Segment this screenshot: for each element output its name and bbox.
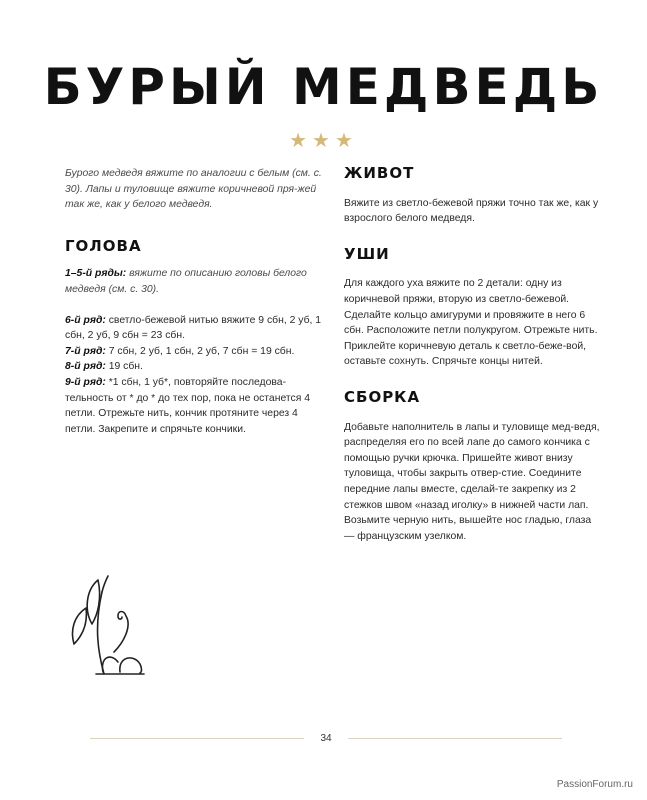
right-column [344, 166, 602, 544]
row-text: светло-бежевой нитью вяжите 9 сбн, 2 уб, 1 сбн, 2 уб, 9 сбн = 23 сбн. [65, 314, 322, 342]
row-text: 19 сбн. [105, 361, 143, 373]
row-7 [65, 344, 327, 360]
ears-text-2: Приклейте коричневую деталь к светло-беже-вой, оставьте сохнуть. Спрячьте концы нитей. [344, 340, 587, 368]
belly-heading: ЖИВОТ [344, 164, 415, 182]
plant-illustration-icon [68, 572, 148, 684]
page-footer [90, 733, 562, 745]
page-title: БУРЫЙ МЕДВЕДЬ [43, 58, 604, 116]
row-label: 7-й ряд: [65, 345, 106, 357]
ears-heading: УШИ [344, 244, 390, 263]
row-label: 1–5-й ряды: [65, 268, 127, 280]
row-text: 7 сбн, 2 уб, 1 сбн, 2 уб, 7 сбн = 19 сбн. [105, 345, 295, 357]
row-6 [65, 313, 327, 344]
difficulty-stars-icon: ★★★ [289, 130, 358, 152]
intro-text: Бурого медведя вяжите по аналогии с белым (см. с. 30). Лапы и туловище вяжите коричневой пря-жей так же, как у белого медведя. [65, 168, 322, 211]
watermark: PassionForum.ru [556, 779, 633, 790]
rows-1-5 [65, 266, 327, 297]
left-column [65, 166, 327, 437]
row-label: 9-й ряд: [65, 376, 106, 388]
belly-text: Вяжите из светло-бежевой пряжи точно так же, как у взрослого белого медведя. [344, 197, 599, 225]
head-heading: ГОЛОВА [65, 236, 142, 255]
row-text: вяжите по описанию головы белого медведя (см. с. 30). [65, 268, 307, 295]
page-number: 34 [320, 733, 332, 744]
assembly-text: Добавьте наполнитель в лапы и туловище мед-ведя, распределяя его по всей лапе до самого кончика с помощью ручки крючка. Пришейте живот внизу туловища, чтобы закрыть отвер-стие. Соедините передние лапы вместе, сделай-те закрепку из 2 стежков швом «назад иголку» в нижней части лап. Возьмите черную нить, вышейте нос гладью, глаза — французским узелком. [344, 421, 600, 542]
ears-text: Для каждого уха вяжите по 2 детали: одну из коричневой пряжи, вторую из светло-бежевой. Сделайте кольцо амигуруми и провяжите в него 6 сбн. Расположите петли полукругом. Отрежьте нить. [344, 278, 598, 337]
row-label: 6-й ряд: [65, 314, 106, 326]
row-8 [65, 359, 327, 375]
row-label: 8-й ряд: [65, 361, 106, 373]
assembly-heading: СБОРКА [344, 387, 421, 406]
row-9 [65, 375, 327, 437]
row-text: *1 сбн, 1 уб*, повторяйте последова-тельность от * до * до тех пор, пока не останется 4 петли. Отрежьте нить, кончик протяните через 4 петли. Закрепите и спрячьте кончики. [65, 376, 311, 435]
